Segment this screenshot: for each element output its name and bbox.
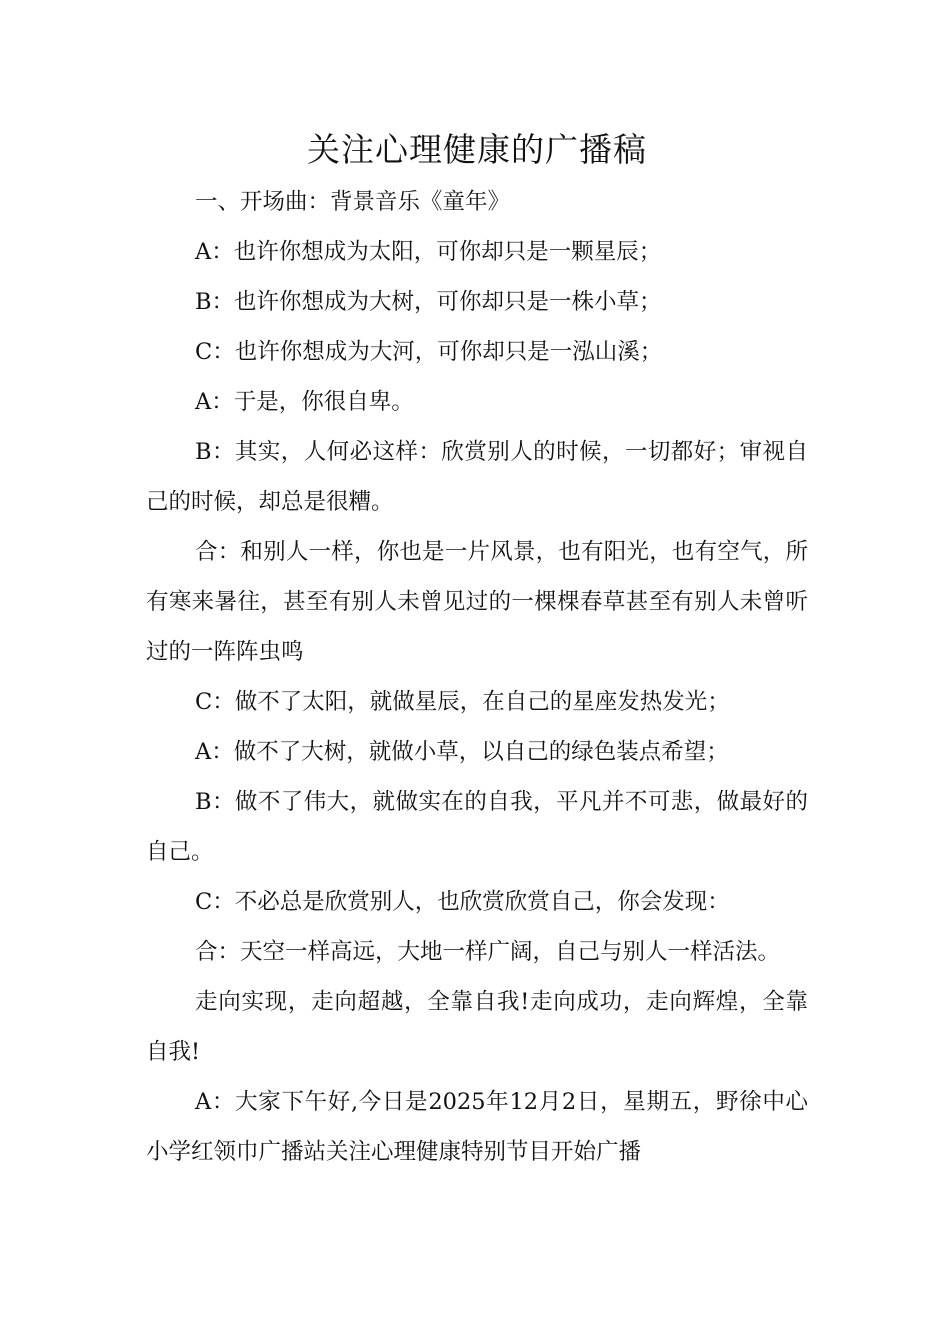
paragraph-a-greeting: A：大家下午好,今日是2025年12月2日，星期五，野徐中心小学红领巾广播站关注心理健康特别节目开始广播 <box>146 1089 808 1165</box>
paragraph-a-sun: A：也许你想成为太阳，可你却只是一颗星辰； <box>195 239 662 265</box>
document-body <box>146 177 808 1177</box>
paragraph-c-river: C：也许你想成为大河，可你却只是一泓山溪； <box>195 339 663 365</box>
paragraph-a-inferior: A：于是，你很自卑。 <box>195 389 414 415</box>
paragraph-together-scenery: 合：和别人一样，你也是一片风景，也有阳光，也有空气，所有寒来暑往，甚至有别人未曾见过的一棵棵春草甚至有别人未曾听过的一阵阵虫鸣 <box>146 539 808 665</box>
paragraph-success: 走向实现，走向超越，全靠自我!走向成功，走向辉煌，全靠自我! <box>146 989 808 1065</box>
paragraph-together-sky: 合：天空一样高远，大地一样广阔，自己与别人一样活法。 <box>195 939 781 965</box>
paragraph-opening: 一、开场曲：背景音乐《童年》 <box>195 189 511 215</box>
document-title: 关注心理健康的广播稿 <box>307 130 647 169</box>
paragraph-b-appreciate: B：其实，人何必这样：欣赏别人的时候，一切都好；审视自己的时候，却总是很糟。 <box>146 439 808 515</box>
paragraph-c-star: C：做不了太阳，就做星辰，在自己的星座发热发光； <box>195 689 730 715</box>
paragraph-b-tree: B：也许你想成为大树，可你却只是一株小草； <box>195 289 662 315</box>
paragraph-a-grass: A：做不了大树，就做小草，以自己的绿色装点希望； <box>195 739 729 765</box>
paragraph-c-discover: C：不必总是欣赏别人，也欣赏欣赏自己，你会发现： <box>195 889 730 915</box>
paragraph-b-self: B：做不了伟大，就做实在的自我，平凡并不可悲，做最好的自己。 <box>146 789 808 865</box>
